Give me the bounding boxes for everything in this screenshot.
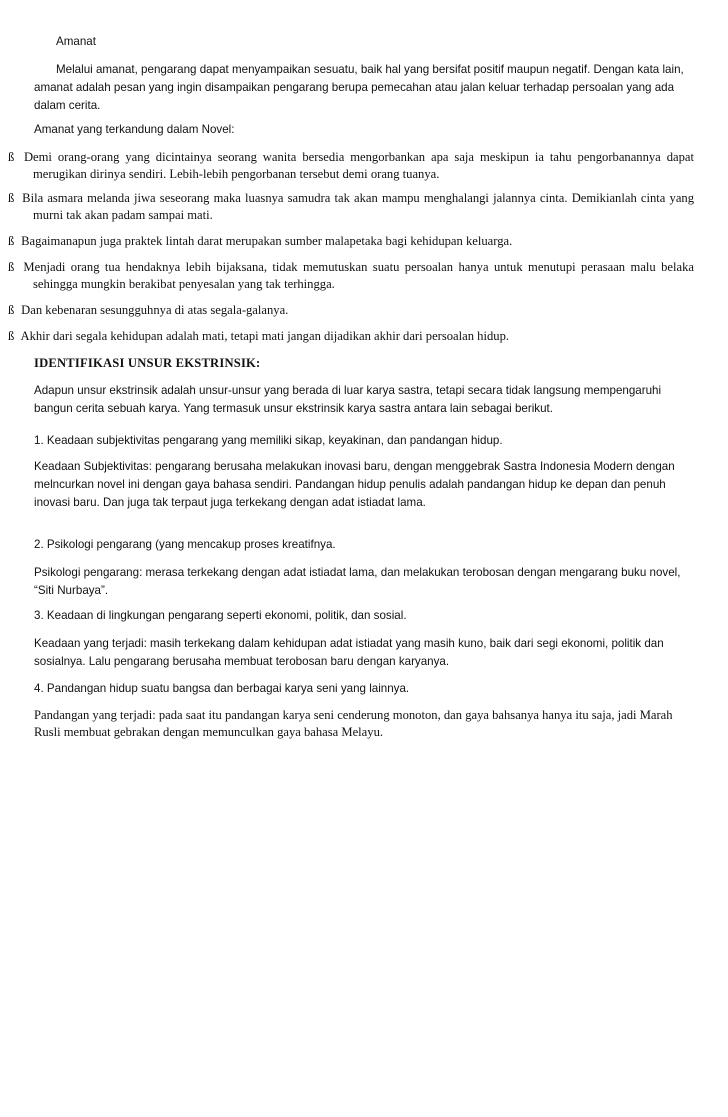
amanat-item: [8, 302, 694, 319]
amanat-item-text: Bila asmara melanda jiwa seseorang maka luasnya samudra tak akan mampu menghalangi jalannya cinta. Demikianlah cinta yang murni tak akan padam sampai mati.: [22, 191, 695, 222]
amanat-item: [8, 259, 694, 293]
amanat-heading: Amanat: [56, 35, 96, 48]
amanat-item-text: Akhir dari segala kehidupan adalah mati, tetapi mati jangan dijadikan akhir dari persoalan hidup.: [20, 329, 510, 343]
amanat-item: [8, 328, 694, 345]
point2-title: 2. Psikologi pengarang (yang mencakup proses kreatifnya.: [34, 538, 336, 551]
amanat-item-text: Bagaimanapun juga praktek lintah darat merupakan sumber malapetaka bagi kehidupan keluarga.: [21, 234, 513, 248]
amanat-item-text: Demi orang-orang yang dicintainya seorang wanita bersedia mengorbankan apa saja meskipun ia tahu pengorbanannya dapat merugikan dirinya sendiri. Lebih-lebih pengorbanan tersebut demi orang tuanya.: [23, 150, 694, 181]
point4-title: 4. Pandangan hidup suatu bangsa dan berbagai karya seni yang lainnya.: [34, 682, 410, 695]
bullet-symbol: ß: [8, 150, 15, 164]
point1-text: Keadaan Subjektivitas: pengarang berusaha melakukan inovasi baru, dengan menggebrak Sastra Indonesia Modern dengan melncurkan novel ini dengan gaya bahasa sendiri. Pandangan hidup penulis adalah pandangan hidup ke depan dan penuh inovasi baru. Dan juga tak terpaut juga terkekang dengan adat istiadat lama.: [34, 460, 675, 509]
bullet-symbol: ß: [8, 191, 15, 205]
amanat-intro-paragraph: Melalui amanat, pengarang dapat menyampaikan sesuatu, baik hal yang bersifat positif maupun negatif. Dengan kata lain, amanat adalah pesan yang ingin disampaikan pengarang berupa pemecahan atau jalan keluar terhadap persoalan yang ada dalam cerita.: [34, 63, 684, 112]
bullet-symbol: ß: [8, 329, 15, 343]
ekstrinsik-intro-paragraph: Adapun unsur ekstrinsik adalah unsur-unsur yang berada di luar karya sastra, tetapi secara tidak langsung mempengaruhi bangun cerita sebuah karya. Yang termasuk unsur ekstrinsik karya sastra antara lain sebagai berikut.: [34, 384, 662, 415]
ekstrinsik-heading: IDENTIFIKASI UNSUR EKSTRINSIK:: [34, 356, 261, 370]
amanat-item-text: Menjadi orang tua hendaknya lebih bijaksana, tidak memutuskan suatu persoalan hanya untuk menutupi perasaan malu belaka sehingga mungkin berakibat penyesalan yang tak terhingga.: [23, 260, 694, 291]
point3-text: Keadaan yang terjadi: masih terkekang dalam kehidupan adat istiadat yang masih kuno, baik dari segi ekonomi, politik dan sosialnya. Lalu pengarang berusaha membuat terobosan baru dengan karyanya.: [34, 637, 664, 668]
amanat-list-heading: Amanat yang terkandung dalam Novel:: [34, 123, 235, 136]
amanat-item: [8, 190, 694, 224]
point4-text: Pandangan yang terjadi: pada saat itu pandangan karya seni cenderung monoton, dan gaya bahsanya hanya itu saja, jadi Marah Rusli membuat gebrakan dengan memunculkan gaya bahasa Melayu.: [34, 708, 673, 739]
amanat-item: [8, 149, 694, 183]
amanat-item-text: Dan kebenaran sesungguhnya di atas segala-galanya.: [21, 303, 289, 317]
bullet-symbol: ß: [8, 234, 15, 248]
bullet-symbol: ß: [8, 303, 15, 317]
point1-title: 1. Keadaan subjektivitas pengarang yang memiliki sikap, keyakinan, dan pandangan hidup.: [34, 434, 503, 447]
point3-title: 3. Keadaan di lingkungan pengarang seperti ekonomi, politik, dan sosial.: [34, 609, 407, 622]
bullet-symbol: ß: [8, 260, 15, 274]
point2-text: Psikologi pengarang: merasa terkekang dengan adat istiadat lama, dan melakukan terobosan dengan mengarang buku novel, “Siti Nurbaya”.: [34, 566, 681, 597]
amanat-item: [8, 233, 694, 250]
